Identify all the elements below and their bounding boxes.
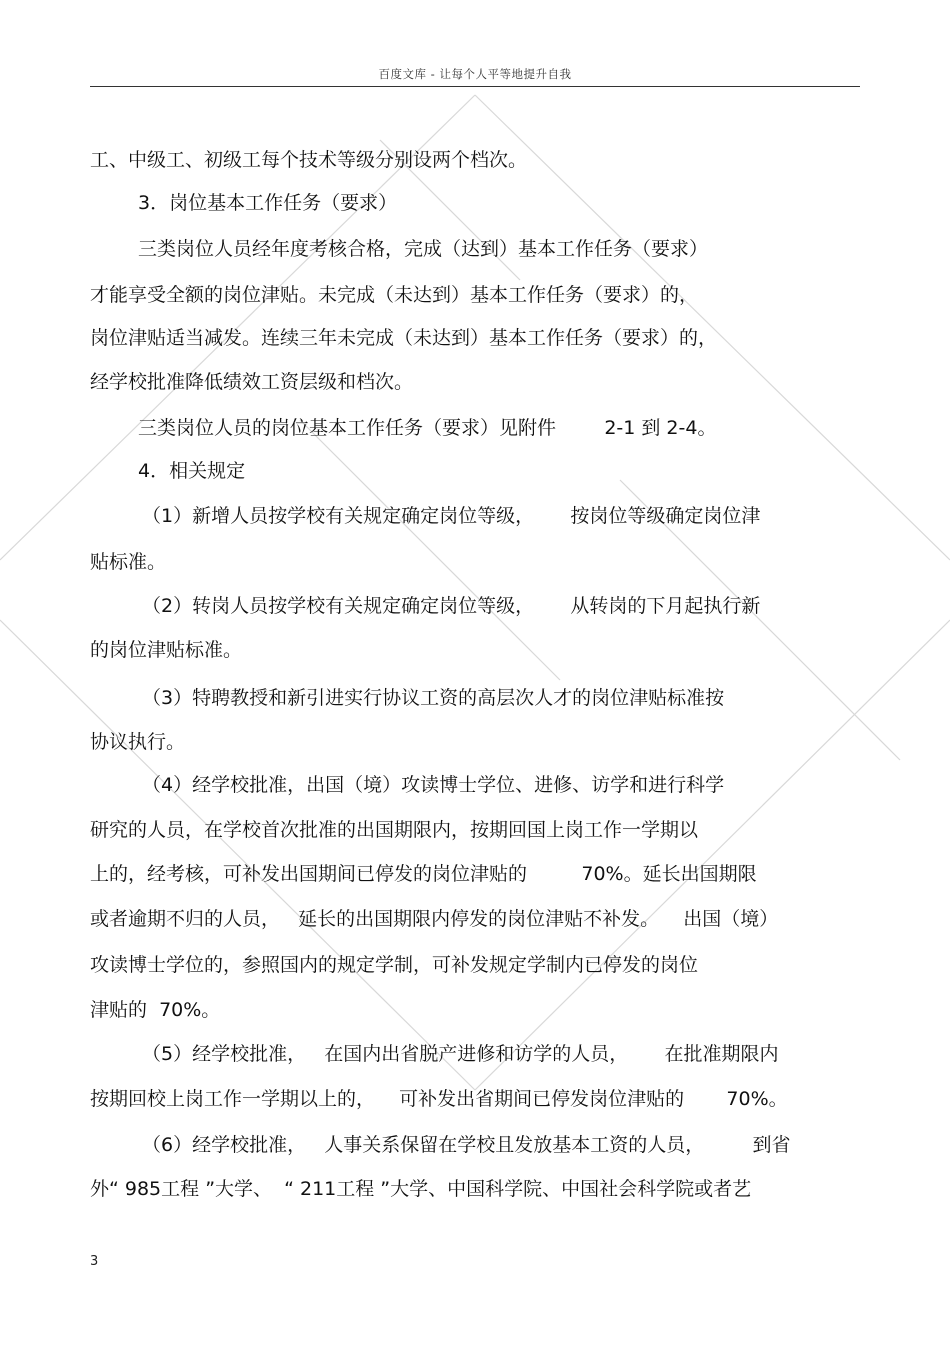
body-line: 外“ 985工程 ”大学、 “ 211工程 ”大学、中国科学院、中国社会科学院或者艺 [90, 1178, 752, 1200]
body-line: （3）特聘教授和新引进实行协议工资的高层次人才的岗位津贴标准按 [142, 687, 725, 709]
body-line: 才能享受全额的岗位津贴。未完成（未达到）基本工作任务（要求）的， [90, 284, 699, 306]
body-line: 工、中级工、初级工每个技术等级分别设两个档次。 [90, 149, 528, 171]
body-line: 或者逾期不归的人员， 延长的出国期限内停发的岗位津贴不补发。 出国（境） [90, 908, 779, 930]
body-line: 经学校批准降低绩效工资层级和档次。 [90, 371, 414, 393]
body-line: 协议执行。 [90, 731, 186, 753]
page-header: 百度文库 - 让每个人平等地提升自我 [378, 67, 572, 81]
body-line: （5）经学校批准， 在国内出省脱产进修和访学的人员， 在批准期限内 [142, 1043, 779, 1065]
body-line: （1）新增人员按学校有关规定确定岗位等级， 按岗位等级确定岗位津 [142, 505, 761, 527]
body-line: 津贴的 70%。 [90, 999, 221, 1021]
body-line: 上的，经考核，可补发出国期间已停发的岗位津贴的 70%。延长出国期限 [90, 863, 757, 885]
body-line: 的岗位津贴标准。 [90, 639, 243, 661]
body-line: 贴标准。 [90, 551, 167, 573]
body-line: 研究的人员，在学校首次批准的出国期限内，按期回国上岗工作一学期以 [90, 819, 699, 841]
section-heading: 3．岗位基本工作任务（要求） [138, 192, 398, 214]
body-line: （4）经学校批准，出国（境）攻读博士学位、进修、访学和进行科学 [142, 774, 725, 796]
body-line: 按期回校上岗工作一学期以上的， 可补发出省期间已停发岗位津贴的 70%。 [90, 1088, 788, 1110]
body-line: 攻读博士学位的，参照国内的规定学制，可补发规定学制内已停发的岗位 [90, 954, 699, 976]
body-line: 三类岗位人员的岗位基本工作任务（要求）见附件 2-1 到 2-4。 [138, 417, 717, 439]
header-divider [90, 86, 860, 87]
body-line: 三类岗位人员经年度考核合格，完成（达到）基本工作任务（要求） [138, 238, 709, 260]
body-line: （2）转岗人员按学校有关规定确定岗位等级， 从转岗的下月起执行新 [142, 595, 761, 617]
body-line: 岗位津贴适当减发。连续三年未完成（未达到）基本工作任务（要求）的， [90, 327, 718, 349]
section-heading: 4．相关规定 [138, 460, 246, 482]
body-line: （6）经学校批准， 人事关系保留在学校且发放基本工资的人员， 到省 [142, 1134, 791, 1156]
page-number: 3 [90, 1254, 99, 1269]
